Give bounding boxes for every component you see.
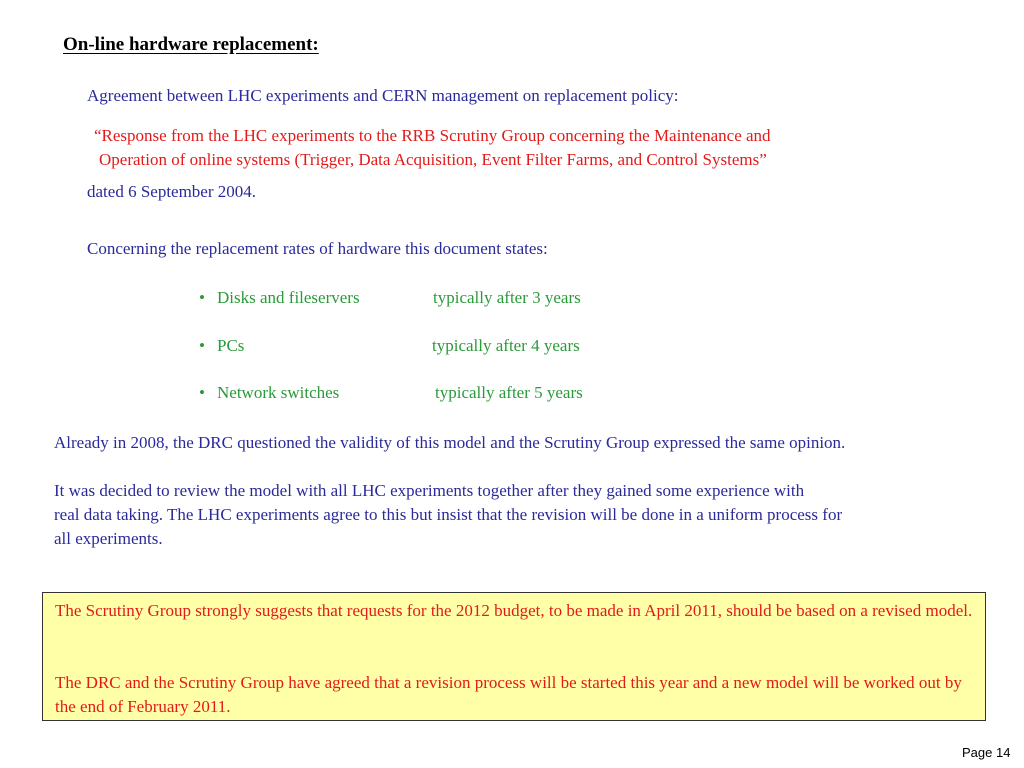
quote-line-2: Operation of online systems (Trigger, Data Acquisition, Event Filter Farms, and Control Systems” <box>99 150 767 169</box>
bullet-item-rate: typically after 4 years <box>432 336 580 355</box>
notice-paragraph-2: The DRC and the Scrutiny Group have agreed that a revision process will be started this year and a new model will be worked out by the end of February 2011. <box>55 673 962 716</box>
concerning-text: Concerning the replacement rates of hardware this document states: <box>87 239 548 258</box>
notice-paragraph-1: The Scrutiny Group strongly suggests that requests for the 2012 budget, to be made in April 2011, should be based on a revised model. <box>55 601 973 620</box>
page-title: On-line hardware replacement: <box>63 34 319 55</box>
bullet-item-rate: typically after 5 years <box>435 383 583 402</box>
dated-text: dated 6 September 2004. <box>87 182 257 201</box>
quote-line-1: “Response from the LHC experiments to the RRB Scrutiny Group concerning the Maintenance and <box>94 126 771 145</box>
decided-line-1: It was decided to review the model with all LHC experiments together after they gained some experience with <box>54 481 805 500</box>
bullet-icon: • <box>199 288 205 307</box>
bullet-item-rate: typically after 3 years <box>433 288 581 307</box>
bullet-item-label: PCs <box>217 336 245 355</box>
bullet-item-label: Disks and fileservers <box>217 288 360 307</box>
page-number: Page 14 <box>962 745 1011 760</box>
bullet-item-label: Network switches <box>217 383 340 402</box>
bullet-icon: • <box>199 383 205 402</box>
decided-line-3: all experiments. <box>54 529 163 548</box>
bullet-icon: • <box>199 336 205 355</box>
agreement-intro: Agreement between LHC experiments and CERN management on replacement policy: <box>87 86 679 105</box>
already-text: Already in 2008, the DRC questioned the validity of this model and the Scrutiny Group expressed the same opinion. <box>54 433 846 452</box>
notice-box <box>42 592 986 721</box>
decided-line-2: real data taking. The LHC experiments agree to this but insist that the revision will be done in a uniform process for <box>54 505 843 524</box>
